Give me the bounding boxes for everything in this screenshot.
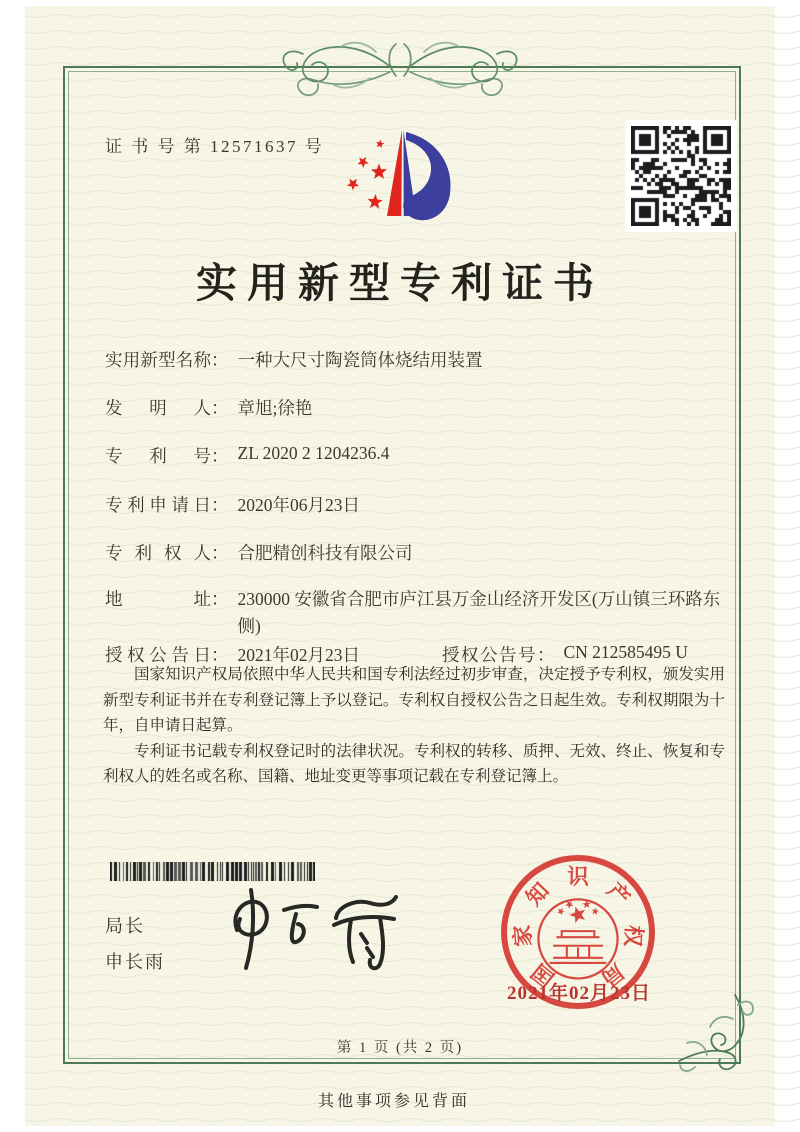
field-label: 专利权人 [105,543,211,563]
field-grant-row: 授权公告日： 2021年02月23日 授权公告号： CN 212585495 U [105,642,688,665]
seal-emblem-gate [550,931,607,963]
qr-code-pattern [631,126,731,226]
svg-text:家: 家 [510,924,536,948]
field-label: 授权公告号 [442,645,537,665]
field-utility-model-name: 实用新型名称： 一种大尺寸陶瓷筒体烧结用装置 [105,347,730,371]
field-filing-date: 专利申请日： 2020年06月23日 [105,492,730,516]
field-value: 2020年06月23日 [237,495,360,515]
floral-flourish-icon [270,28,530,112]
logo-stars [347,140,387,209]
field-value: 2021年02月23日 [237,645,360,665]
certificate-title: 实用新型专利证书 [196,260,604,306]
field-value: 230000 安徽省合肥市庐江县万金山经济开发区(万山镇三环路东侧) [237,589,721,637]
field-value: 一种大尺寸陶瓷筒体烧结用装置 [237,350,483,370]
seal-emblem-stars [557,900,599,923]
field-value: CN 212585495 U [563,642,688,662]
svg-text:识: 识 [567,864,589,889]
back-side-note: 其他事项参见背面 [318,1093,471,1110]
cnipa-patent-logo-icon [330,114,485,234]
field-inventor: 发明人： 章旭;徐艳 [105,395,730,419]
field-address: 地址 ： 230000 安徽省合肥市庐江县万金山经济开发区(万山镇三环路东侧) [105,586,730,640]
field-label: 授权公告日 [105,645,211,665]
certificate-number: 证 书 号 第 12571637 号 [105,137,325,156]
legal-paragraph-1: 国家知识产权局依照中华人民共和国专利法经过初步审查，决定授予专利权，颁发实用新型专利证书并在专利登记簿上予以登记。专利权自授权公告之日起生效。专利权期限为十年，自申请日起算。 [103,666,725,734]
signer-name: 申长雨 [105,952,165,972]
signer-title: 局长 [105,916,145,936]
field-value: ZL 2020 2 1204236.4 [237,443,390,463]
director-signature-icon [220,878,410,978]
field-label: 专利号 [105,446,211,466]
seal-date: 2021年02月23日 [506,983,651,1004]
floral-corner-flourish-icon [675,991,757,1077]
page-number: 第 1 页 (共 2 页) [336,1040,464,1056]
svg-text:权: 权 [620,924,646,948]
legal-text [103,662,725,790]
field-patentee: 专利权人： 合肥精创科技有限公司 [105,540,730,564]
field-label: 实用新型名称 [105,350,211,370]
field-value: 合肥精创科技有限公司 [237,543,413,563]
field-label: 专利申请日 [105,495,211,515]
svg-text:局: 局 [596,958,629,991]
svg-text:产: 产 [602,878,635,911]
field-value: 章旭;徐艳 [237,398,313,418]
field-patent-number: 专利号： ZL 2020 2 1204236.4 [105,443,390,466]
certificate-paper [25,6,775,1126]
field-label: 地址 [105,589,211,609]
qr-code [625,120,737,232]
legal-paragraph-2: 专利证书记载专利权登记时的法律状况。专利权的转移、质押、无效、终止、恢复和专利权人的姓名或名称、国籍、地址变更等事项记载在专利登记簿上。 [103,742,725,785]
svg-text:知: 知 [521,878,554,911]
field-grant-number: 授权公告号： CN 212585495 U [442,642,688,665]
svg-text:国: 国 [527,958,560,991]
field-label: 发明人 [105,398,211,418]
